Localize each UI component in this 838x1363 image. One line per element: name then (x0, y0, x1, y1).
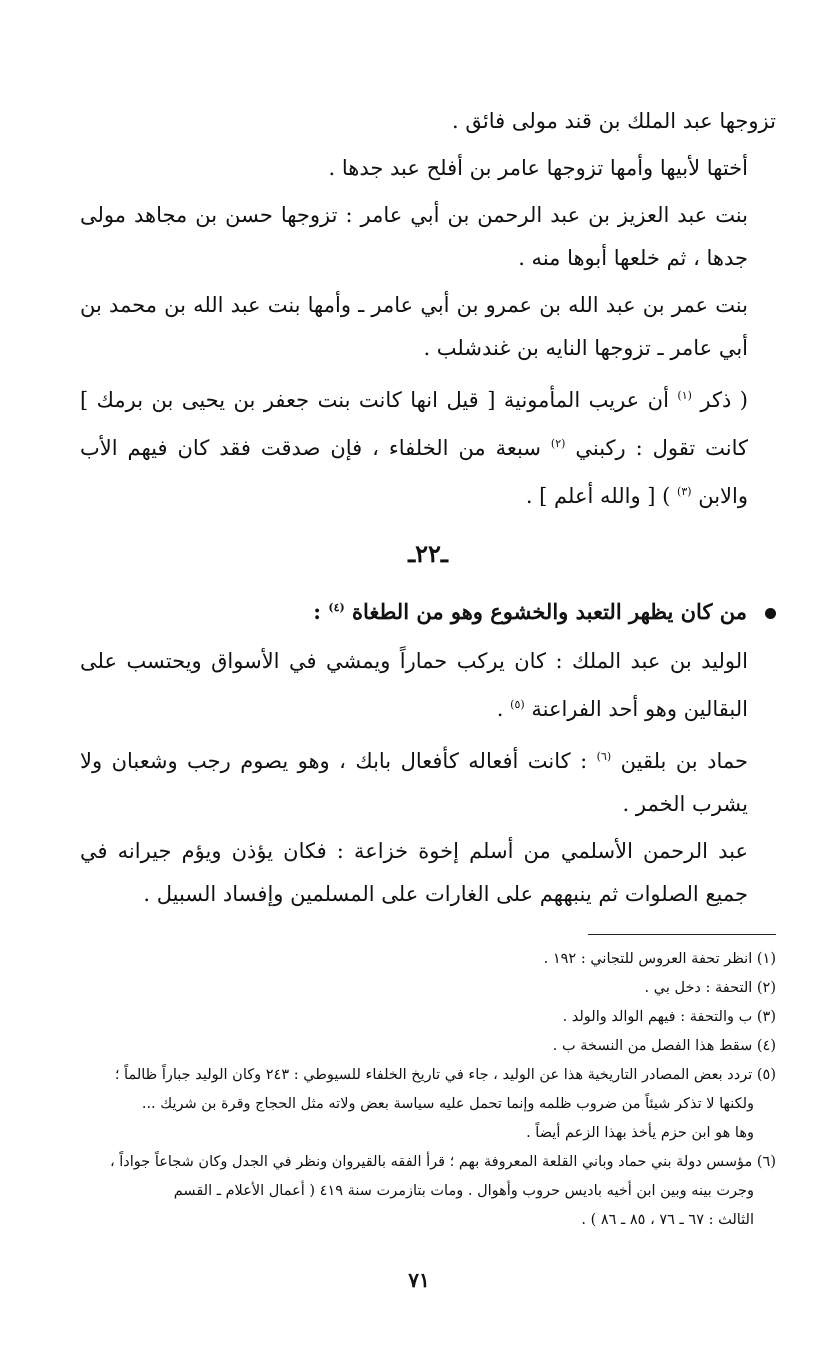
paragraph: بنت عمر بن عبد الله بن عمرو بن أبي عامر ـ وأمها بنت عبد الله بن محمد بن أبي عامر ـ تزوجها النايه بن غندشلب . (80, 293, 748, 360)
text-segment: . (496, 697, 511, 721)
footnote-line: وجرت بينه وبين ابن أخيه باديس حروب وأهوال . ومات بتازمرت سنة ٤١٩ ( أعمال الأعلام ـ القسم (173, 1183, 754, 1199)
footnote-5 (80, 1061, 776, 1148)
footnote-line: وها هو ابن حزم يأخذ بهذا الزعم أيضاً . (526, 1125, 754, 1141)
paragraph-walid (80, 640, 776, 731)
section-heading (80, 586, 776, 634)
footnote-ref: (٤) (328, 601, 345, 614)
text-segment: أن عريب المأمونية [ قيل انها كانت بنت جعفر بن يحيى بن برمك ] كانت تقول : ركبني (80, 388, 749, 460)
section-number: ـ٢٢ـ (408, 539, 448, 568)
text-segment: : كانت أفعاله كأفعال بابك ، وهو يصوم رجب وشعبان ولا يشرب الخمر . (80, 749, 748, 816)
footnote-line: ولكنها لا تذكر شيئاً من ضروب ظلمه وإنما تحمل عليه سياسة بعض ولاته مثل الحجاج وقرة بن شريك ... (141, 1096, 754, 1112)
footnote-ref: (٢) (550, 437, 566, 450)
paragraph: بنت عبد العزيز بن عبد الرحمن بن أبي عامر : تزوجها حسن بن مجاهد مولى جدها ، ثم خلعها أبوها منه . (80, 203, 748, 270)
section-heading-text: من كان يظهر التعبد والخشوع وهو من الطغاة (352, 599, 747, 624)
paragraph-hammad (80, 735, 776, 826)
footnotes (80, 945, 776, 1235)
footnote-line: (٦) مؤسس دولة بني حماد وباني القلعة المعروفة بهم ؛ قرأ الفقه بالقيروان ونظر في الجدل وكان شجاعاً جواداً ، (109, 1154, 776, 1170)
text-segment: ( ذكر (691, 388, 748, 412)
colon: : (313, 599, 329, 624)
main-text (80, 100, 776, 920)
footnote-ref: (٣) (677, 485, 692, 498)
paragraph: أختها لأبيها وأمها تزوجها عامر بن أفلح عبد جدها . (328, 156, 748, 180)
footnote-4: (٤) سقط هذا الفصل من النسخة ب . (552, 1038, 776, 1054)
paragraph-aslami: عبد الرحمن الأسلمي من أسلم إخوة خزاعة : فكان يؤذن ويؤم جيرانه في جميع الصلوات ثم ينبههم على الغارات على المسلمين وإفساد السبيل . (80, 839, 748, 906)
footnote-ref: (٥) (510, 698, 525, 711)
text-segment: حماد بن بلقين (611, 749, 748, 773)
footnote-divider (588, 934, 776, 935)
footnote-2: (٢) التحفة : دخل بي . (644, 980, 776, 996)
footnote-1: (١) انظر تحفة العروس للتجاني : ١٩٢ . (543, 951, 776, 967)
page-number: ٧١ (408, 1268, 430, 1292)
bullet-icon (765, 608, 776, 619)
text-segment: ) [ والله أعلم ] . (525, 484, 678, 508)
footnote-line: الثالث : ٦٧ ـ ٧٦ ، ٨٥ ـ ٨٦ ) . (581, 1212, 754, 1228)
footnote-ref: (٦) (596, 750, 612, 763)
paragraph-arib (80, 374, 776, 518)
text-segment: سبعة من الخلفاء ، فإن صدقت فقد كان فيهم الأب والابن (80, 436, 748, 508)
paragraph: تزوجها عبد الملك بن قند مولى فائق . (452, 109, 776, 133)
footnote-3: (٣) ب والتحفة : فيهم الوالد والولد . (562, 1009, 776, 1025)
footnote-line: (٥) تردد بعض المصادر التاريخية هذا عن الوليد ، جاء في تاريخ الخلفاء للسيوطي : ٢٤٣ وكان الوليد جباراً ظالماً ؛ (114, 1067, 776, 1083)
text-segment: الوليد بن عبد الملك : كان يركب حماراً ويمشي في الأسواق ويحتسب على البقالين وهو أحد الفراعنة (80, 649, 748, 721)
footnote-6 (80, 1148, 776, 1235)
footnote-ref: (١) (677, 389, 692, 402)
